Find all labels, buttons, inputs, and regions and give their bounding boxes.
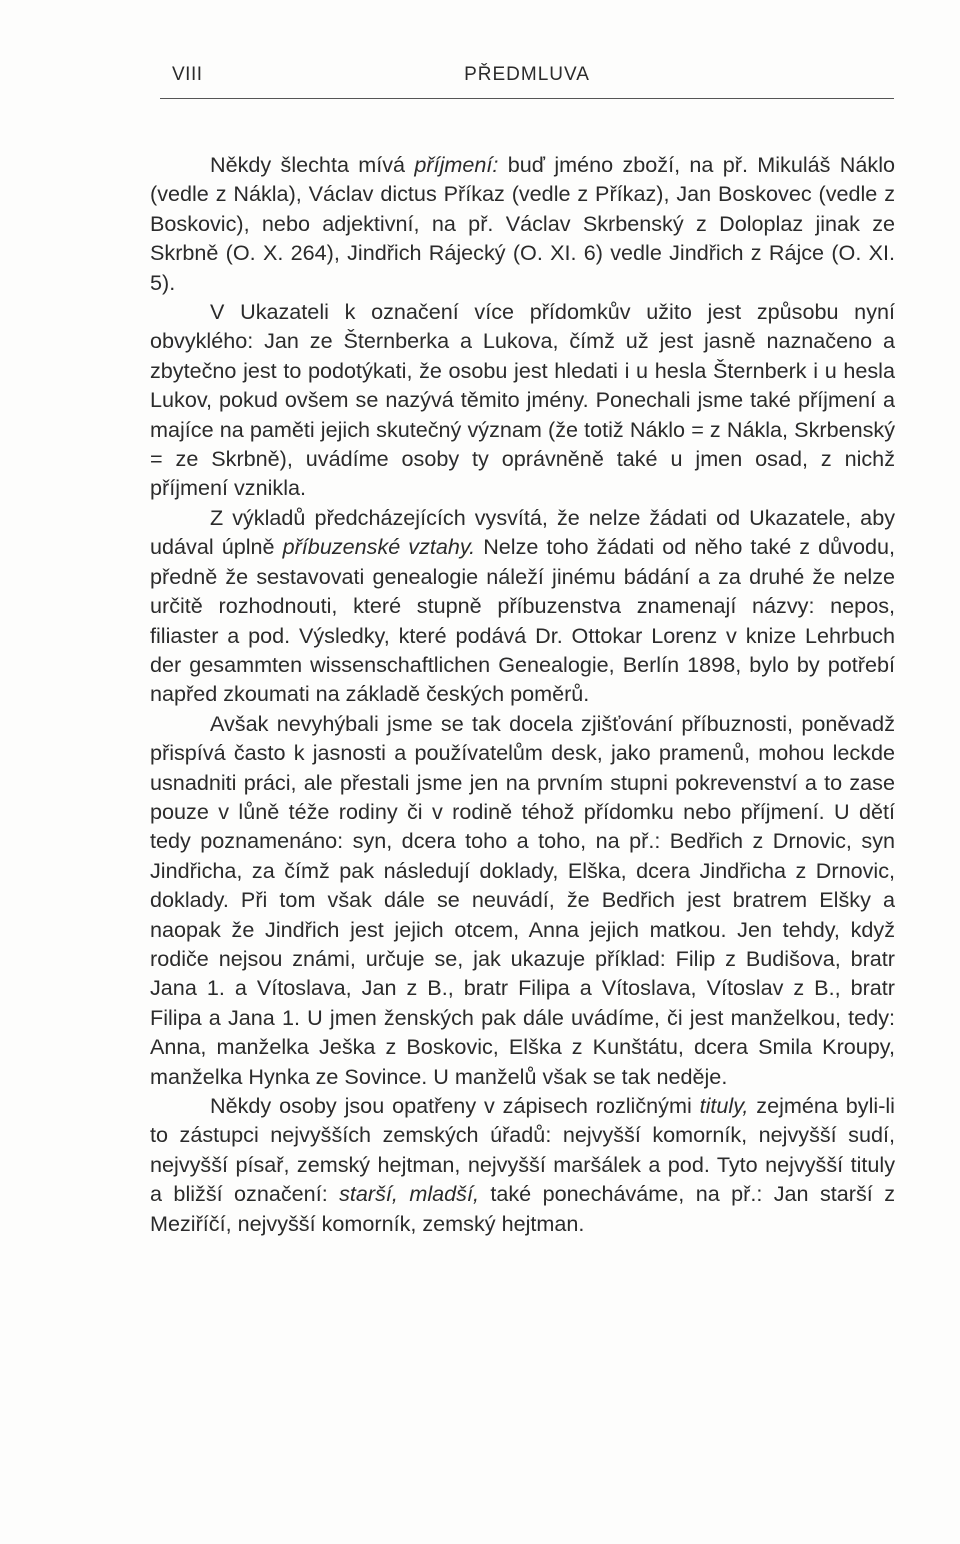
text-run: Někdy šlechta mívá (210, 152, 415, 177)
emphasis-term: příjmení: (414, 152, 499, 177)
text-run: také ponecháváme, na př.: Jan starší z Meziříčí, nejvyšší komorník, zemský hejtman. (150, 1181, 895, 1236)
paragraph-multiple-predicates (150, 297, 895, 503)
emphasis-term: příbuzenské vztahy. (282, 534, 476, 560)
text-run: Někdy osoby jsou opatřeny v zápisech rozličnými (210, 1093, 700, 1118)
paragraph-relatives (150, 709, 895, 1091)
paragraph-titles (150, 1091, 895, 1238)
emphasis-term: starší, mladší, (339, 1181, 479, 1207)
header-rule (160, 98, 894, 99)
running-title: PŘEDMLUVA (464, 64, 590, 85)
text-run: V Ukazateli k označení více přídomkův užito jest způsobu nyní obvyklého: Jan ze Šternberka a Lukova, čímž už jest jasně naznačeno a zbytečno jest to podotýkati, že osobu jest hledati i u hesla Šternberk i u hesla Lukov, pokud ovšem se nazývá těmito jmény. Ponechali jsme také příjmení a majíce na paměti jejich skutečný význam (že totiž Náklo = z Nákla, Skrbenský = ze Skrbně), uvádíme osoby ty oprávněně také u jmen osad, z nichž příjmení vznikla. (150, 299, 895, 501)
body-text (150, 150, 895, 1238)
text-run: Nelze toho žádati od něho také z důvodu, předně že sestavovati genealogie náleží jinému bádání a za druhé že nelze určitě rozhodnouti, které stupně příbuzenstva znamenají názvy: nepos, filiaster a pod. Výsledky, které podává Dr. Ottokar Lorenz v knize Lehrbuch der gesammten wissenschaftlichen Genealogie, Berlín 1898, bylo by potřebí napřed zkoumati na základě českých poměrů. (150, 534, 896, 707)
paragraph-surnames (150, 150, 895, 297)
text-run: Avšak nevyhýbali jsme se tak docela zjišťování příbuznosti, poněvadž přispívá často k jasnosti a používatelům desk, jako pramenů, mohou leckde usnadniti práci, ale přestali jsme jen na prvním stupni pokrevenství a to zase pouze v lůně téže rodiny či v rodině téhož přídomku nebo příjmení. U dětí tedy poznamenáno: syn, dcera toho a toho, na př.: Bedřich z Drnovic, syn Jindřicha, za čímž pak následují doklady, Elška, dcera Jindřicha z Drnovic, doklady. Při tom však dále se neuvádí, že Bedřich jest bratrem Elšky a naopak že Jindřich jest jejich otcem, Anna jejich matkou. Jen tehdy, když rodiče nejsou známi, určuje se, jak ukazuje příklad: Filip z Budišova, bratr Jana 1. a Vítoslava, Jan z B., bratr Filipa a Vítoslava, Vítoslav z B., bratr Filipa a Jana 1. U jmen ženských pak dále uvádíme, či jest manželkou, tedy: Anna, manželka Ješka z Boskovic, Elška z Kunštátu, dcera Smila Kroupy, manželka Hynka ze Sovince. U manželů však se tak neděje. (150, 710, 895, 1089)
emphasis-term: tituly, (699, 1093, 749, 1118)
paragraph-kinship (150, 503, 895, 709)
page-header (160, 64, 894, 94)
text-run: buď jméno zboží, na př. Mikuláš Náklo (vedle z Nákla), Václav dictus Příkaz (vedle z Příkaz), Jan Boskovec (vedle z Boskovic), nebo adjektivní, na př. Václav Skrbenský z Doloplaz jinak ze Skrbně (O. X. 264), Jindřich Rájecký (O. XI. 6) vedle Jindřich z Rájce (O. XI. 5). (150, 152, 895, 295)
text-run: Z výkladů předcházejících vysvítá, že nelze žádati od Ukazatele, aby udával úplně (150, 504, 895, 560)
page-number: VIII (172, 64, 203, 85)
text-run: zejména byli-li to zástupci nejvyšších zemských úřadů: nejvyšší komorník, nejvyšší sudí, nejvyšší písař, zemský hejtman, nejvyšší maršálek a pod. Tyto nejvyšší tituly a bližší označení: (150, 1093, 895, 1207)
